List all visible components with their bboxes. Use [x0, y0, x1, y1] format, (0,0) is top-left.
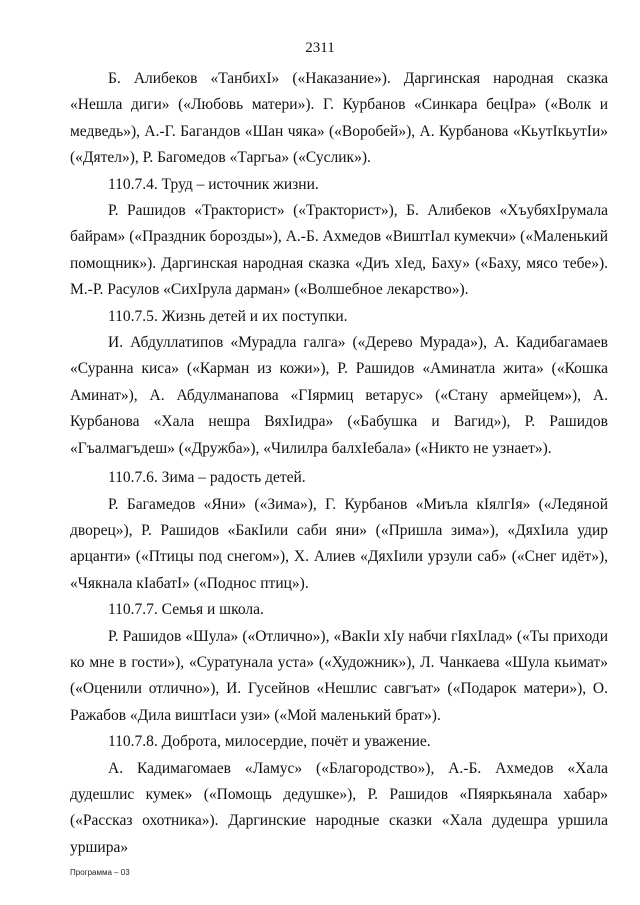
paragraph-labor: Р. Рашидов «Тракторист» («Тракторист»), Б. Алибеков «ХъубяхIрумала байрам» («Праздник борозды»), А.-Б. Ахмедов «ВиштIал кумекчи» («Маленький помощник»). Даргинская народная сказка «Диъ хIед, Баху» («Баху, мясо тебе»). М.-Р. Расулов «СихIрула дарман» («Волшебное лекарство»). [70, 202, 608, 299]
section-heading-110-7-7: 110.7.7. Семья и школа. [108, 601, 264, 619]
paragraph-winter: Р. Багамедов «Яни» («Зима»), Г. Курбанов «Миъла кIялгIя» («Ледяной дворец»), Р. Рашидов «БакIили саби яни» («Пришла зима»), «ДяхIила удир арцанти» («Птицы под снегом»), Х. Алиев «ДяхIили урзули саб» («Снег идёт»), «Чякнала кIабатI» («Поднос птиц»). [70, 495, 608, 592]
document-body [70, 66, 608, 861]
section-heading-110-7-5: 110.7.5. Жизнь детей и их поступки. [108, 307, 348, 325]
section-heading-110-7-8: 110.7.8. Доброта, милосердие, почёт и уважение. [108, 733, 431, 751]
paragraph-children-life: И. Абдуллатипов «Мурадла галга» («Дерево Мурада»), А. Кадибагамаев «Суранна киса» («Карман из кожи»), Р. Рашидов «Аминатла жита» («Кошка Аминат»), А. Абдулманапова «ГIярмиц ветарус» («Стану армейцем»), А. Курбанова «Хала нешра ВяхIидра» («Бабушка и Вагид»), Р. Рашидов «Гъалмагъдеш» («Дружба»), «Чилилра балхIебала» («Никто не узнает»). [70, 334, 608, 457]
paragraph-authors-intro: Б. Алибеков «ТанбихI» («Наказание»). Даргинская народная сказка «Нешла диги» («Любовь матери»). Г. Курбанов «Синкара бецIра» («Волк и медведь»), А.-Г. Багандов «Шан чяка» («Воробей»), А. Курбанова «КьутIкьутIи» («Дятел»), Р. Багомедов «Таргьа» («Суслик»). [70, 70, 608, 167]
paragraph-family-school: Р. Рашидов «Шула» («Отлично»), «ВакIи хIу набчи гIяхIлад» («Ты приходи ко мне в гости»), «Суратунала уста» («Художник»), Л. Чанкаева «Шула кьимат» («Оценили отлично»), И. Гусейнов «Нешлис савгъат» («Подарок матери»), О. Ражабов «Дила виштIаси узи» («Мой маленький брат»). [70, 627, 608, 724]
footer-label: Программа – 03 [70, 868, 130, 877]
paragraph-kindness: А. Кадимагомаев «Ламус» («Благородство»), А.-Б. Ахмедов «Хала дудешлис кумек» («Помощь дедушке»), Р. Рашидов «Пяяркьянала хабар» («Рассказ охотника»). Даргинские народные сказки «Хала дудешра уршила уршира» [70, 759, 608, 856]
section-heading-110-7-6: 110.7.6. Зима – радость детей. [108, 469, 306, 487]
section-heading-110-7-4: 110.7.4. Труд – источник жизни. [108, 175, 319, 193]
page-number: 2311 [305, 40, 335, 56]
